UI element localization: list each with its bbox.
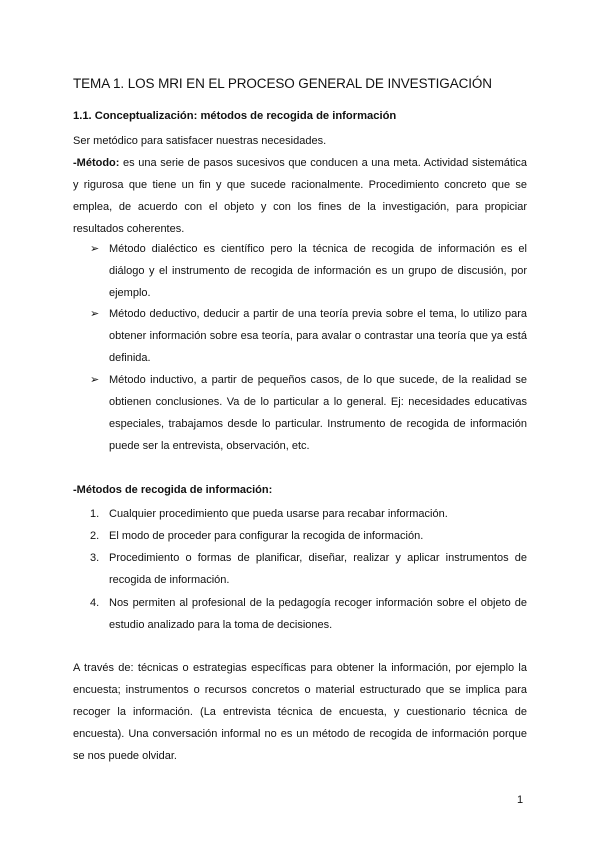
metodo-text: es una serie de pasos sucesivos que conducen a una meta. Actividad sistemática y rigurosa que tiene un fin y que sucede racionalmente. Procedimiento concreto que se emplea, de acuerdo con el objeto y con los fines de la investigación, para propiciar resultados coherentes.: [73, 157, 527, 235]
metodo-label: -Método:: [73, 157, 120, 169]
page-number: 1: [517, 794, 524, 806]
item-text: Nos permiten al profesional de la pedagogía recoger información sobre el objeto de estudio analizado para la toma de decisiones.: [109, 597, 527, 631]
item-number: 4.: [90, 597, 100, 609]
item-number: 1.: [90, 508, 100, 520]
arrow-bullet-icon: ➢: [90, 374, 100, 386]
bullet-text: Método dialéctico es científico pero la técnica de recogida de información es el diálogo y el instrumento de recogida de información es un grupo de discusión, por ejemplo.: [109, 243, 527, 299]
arrow-bullet-icon: ➢: [90, 308, 100, 320]
methods-heading: -Métodos de recogida de información:: [73, 484, 273, 496]
item-text: El modo de proceder para configurar la recogida de información.: [109, 530, 424, 542]
intro-line: Ser metódico para satisfacer nuestras necesidades.: [73, 135, 327, 147]
item-number: 2.: [90, 530, 100, 542]
item-text: Procedimiento o formas de planificar, diseñar, realizar y aplicar instrumentos de recogida de información.: [109, 552, 527, 586]
page-title: TEMA 1. LOS MRI EN EL PROCESO GENERAL DE INVESTIGACIÓN: [73, 76, 492, 91]
bullet-text: Método inductivo, a partir de pequeños casos, de lo que sucede, de la realidad se obtienen conclusiones. Va de lo particular a lo general. Ej: necesidades educativas especiales, trabajamos desde lo particular. Instrumento de recogida de información puede ser la entrevista, observación, etc.: [109, 374, 527, 452]
item-number: 3.: [90, 552, 100, 564]
item-text: Cualquier procedimiento que pueda usarse para recabar información.: [109, 508, 448, 520]
arrow-bullet-icon: ➢: [90, 243, 100, 255]
closing-paragraph: A través de: técnicas o estrategias específicas para obtener la información, por ejemplo la encuesta; instrumentos o recursos concretos o material estructurado que se implica para recoger la información. (La entrevista técnica de encuesta, y cuestionario técnica de encuesta). Una conversación informal no es un método de recogida de información porque se nos puede olvidar.: [73, 662, 527, 762]
bullet-text: Método deductivo, deducir a partir de una teoría previa sobre el tema, lo utilizo para obtener información sobre esa teoría, para avalar o contrastar una teoría que ya está definida.: [109, 308, 527, 364]
section-subtitle: 1.1. Conceptualización: métodos de recogida de información: [73, 110, 397, 122]
metodo-paragraph: [73, 152, 527, 240]
